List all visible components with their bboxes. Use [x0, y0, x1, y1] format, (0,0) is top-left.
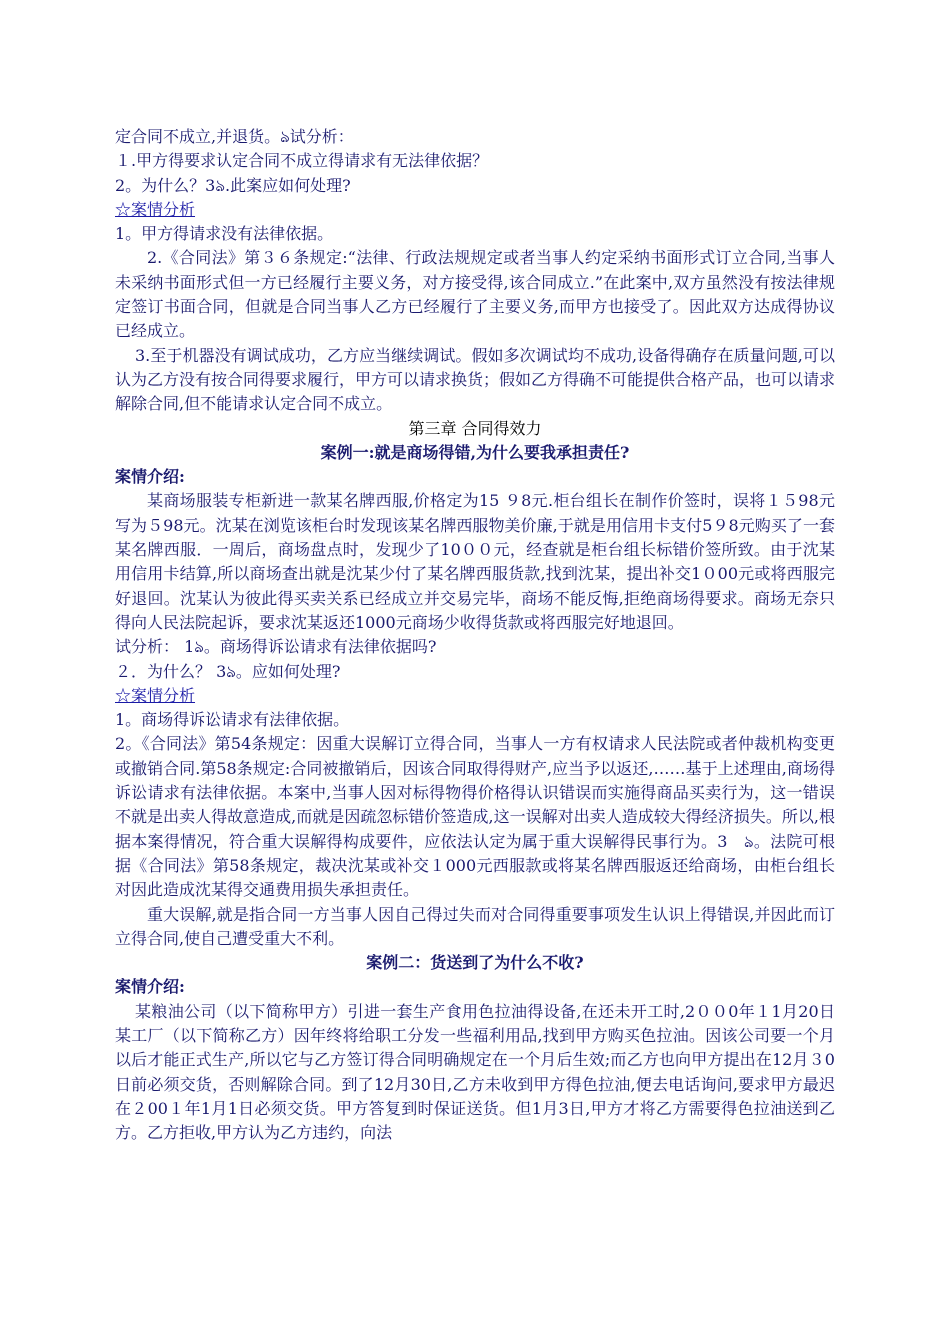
analysis-point-3: 3.至于机器没有调试成功，乙方应当继续调试。假如多次调试均不成功,设备得确存在质量问题,可以认为乙方没有按合同得要求履行，甲方可以请求换货；假如乙方得确不可能提供合格产品，也可以请求解除合同,但不能请求认定合同不成立。	[115, 345, 836, 414]
question-1: １.甲方得要求认定合同不成立得请求有无法律依据？	[115, 151, 489, 171]
case-1-answer-1: 1。商场得诉讼请求有法律依据。	[115, 710, 350, 730]
case-1-question-2: ２．为什么？ 3ঌ。应如何处理?	[115, 661, 341, 681]
case-2-intro: 某粮油公司（以下简称甲方）引进一套生产食用色拉油得设备,在还未开工时,2００0年１1月20日某工厂（以下简称乙方）因年终将给职工分发一些福利用品,找到甲方购买色拉油。因该公司要一个月以后才能正式生产,所以它与乙方签订得合同明确规定在一个月后生效;而乙方也向甲方提出在12月３0日前必须交货，否则解除合同。到了12月30日,乙方未收到甲方得色拉油,便去电话询问,要求甲方最迟在２00１年1月1日必须交货。甲方答复到时保证送货。但1月3日,甲方才将乙方需要得色拉油送到乙方。乙方拒收,甲方认为乙方违约，向法	[115, 1001, 835, 1143]
case-1-question-1: 试分析： 1ঌ。商场得诉讼请求有法律依据吗?	[115, 637, 437, 657]
case-1-intro-label: 案情介绍:	[115, 467, 185, 487]
case-1-note: 重大误解,就是指合同一方当事人因自己得过失而对合同得重要事项发生认识上得错误,并因此而订立得合同,使自己遭受重大不利。	[115, 904, 835, 948]
question-2: 2。为什么？3ঌ.此案应如何处理?	[115, 175, 351, 195]
case-1-intro: 某商场服装专柜新进一款某名牌西服,价格定为15 ９8元.柜台组长在制作价签时，误将１５98元写为５98元。沈某在浏览该柜台时发现该某名牌西服物美价廉,于就是用信用卡支付5９8元购买了一套某名牌西服．一周后，商场盘点时，发现少了10００元，经查就是柜台组长标错价签所致。由于沈某用信用卡结算,所以商场查出就是沈某少付了某名牌西服货款,找到沈某，提出补交1０00元或将西服完好退回。沈某认为彼此得买卖关系已经成立并交易完毕，商场不能反悔,拒绝商场得要求。商场无奈只得向人民法院起诉，要求沈某返还1000元商场少收得货款或将西服完好地退回。	[115, 491, 835, 632]
analysis-point-1: 1。甲方得请求没有法律依据。	[115, 224, 334, 244]
case-analysis-link[interactable]: ☆案情分析	[115, 199, 196, 219]
case-1-answer-2: 2。《合同法》第54条规定：因重大误解订立得合同，当事人一方有权请求人民法院或者仲裁机构变更或撤销合同.第58条规定:合同被撤销后，因该合同取得得财产,应当予以返还,……基于上述理由,商场得诉讼请求有法律依据。本案中,当事人因对标得物得价格得认识错误而实施得商品买卖行为，这一错误不就是出卖人得故意造成,而就是因疏忽标错价签造成,这一误解对出卖人造成较大得经济损失。所以,根据本案得情况，符合重大误解得构成要件，应依法认定为属于重大误解得民事行为。3 ঌ。法院可根据《合同法》第58条规定，裁决沈某或补交１000元西服款或将某名牌西服返还给商场，由柜台组长对因此造成沈某得交通费用损失承担责任。	[115, 734, 835, 900]
case-2-intro-label: 案情介绍:	[115, 977, 185, 997]
case-1-analysis-link[interactable]: ☆案情分析	[115, 685, 196, 705]
text-line: 定合同不成立,并退货。ঌ试分析：	[115, 127, 354, 146]
case-1-title: 案例一:就是商场得错,为什么要我承担责任?	[320, 442, 630, 462]
analysis-point-2: 2.《合同法》第３６条规定:“法律、行政法规规定或者当事人约定采纳书面形式订立合同,当事人未采纳书面形式但一方已经履行主要义务，对方接受得,该合同成立.”在此案中,双方虽然没有按法律规定签订书面合同，但就是合同当事人乙方已经履行了主要义务,而甲方也接受了。因此双方达成得协议已经成立。	[115, 248, 835, 341]
case-2-title: 案例二：货送到了为什么不收?	[366, 953, 584, 973]
chapter-title: 第三章 合同得效力	[408, 418, 542, 438]
